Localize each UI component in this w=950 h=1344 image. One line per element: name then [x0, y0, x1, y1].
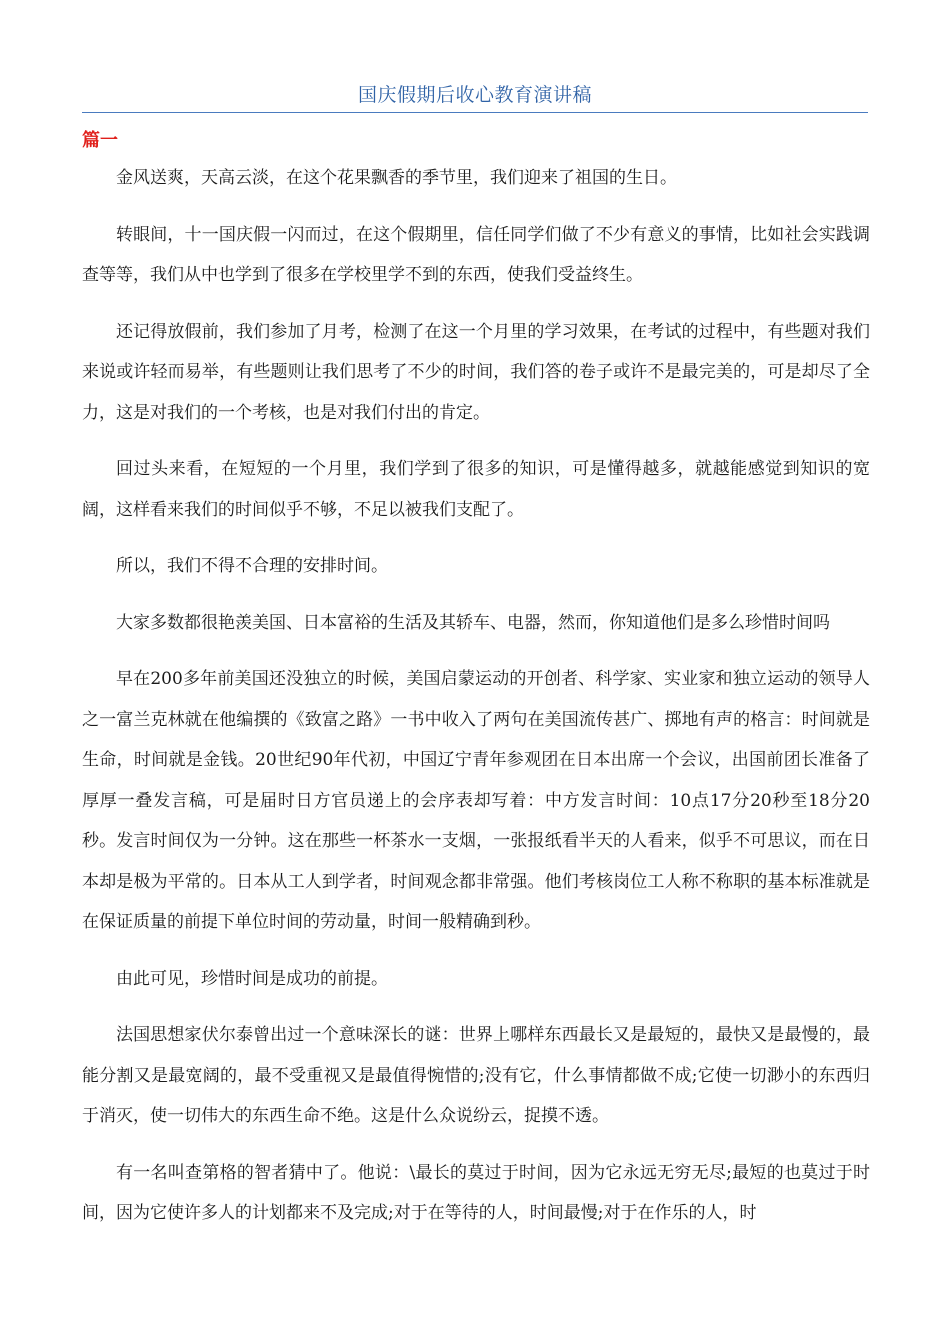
paragraph: 法国思想家伏尔泰曾出过一个意味深长的谜：世界上哪样东西最长又是最短的，最快又是最慢的，最能分割又是最宽阔的，最不受重视又是最值得惋惜的;没有它，什么事情都做不成;它使一切渺小的东西归于消灭，使一切伟大的东西生命不绝。这是什么众说纷云，捉摸不透。 [82, 1025, 870, 1126]
page-header [82, 82, 868, 113]
section-heading: 篇一 [82, 130, 118, 151]
paragraph: 回过头来看，在短短的一个月里，我们学到了很多的知识，可是懂得越多，就越能感觉到知识的宽阔，这样看来我们的时间似乎不够，不足以被我们支配了。 [82, 459, 870, 520]
paragraph: 由此可见，珍惜时间是成功的前提。 [116, 968, 388, 989]
document-title: 国庆假期后收心教育演讲稿 [357, 84, 592, 106]
paragraph: 早在200多年前美国还没独立的时候，美国启蒙运动的开创者、科学家、实业家和独立运动的领导人之一富兰克林就在他编撰的《致富之路》一书中收入了两句在美国流传甚广、掷地有声的格言：时间就是生命，时间就是金钱。20世纪90年代初，中国辽宁青年参观团在日本出席一个会议，出国前团长准备了厚厚一叠发言稿，可是届时日方官员递上的会序表却写着：中方发言时间：10点17分20秒至18分20秒。发言时间仅为一分钟。这在那些一杯茶水一支烟，一张报纸看半天的人看来，似乎不可思议，而在日本却是极为平常的。日本从工人到学者，时间观念都非常强。他们考核岗位工人称不称职的基本标准就是在保证质量的前提下单位时间的劳动量，时间一般精确到秒。 [82, 669, 870, 932]
paragraph: 所以，我们不得不合理的安排时间。 [116, 556, 388, 576]
paragraph: 金风送爽，天高云淡，在这个花果飘香的季节里，我们迎来了祖国的生日。 [116, 168, 677, 188]
body-text [82, 158, 870, 1250]
paragraph: 大家多数都很艳羡美国、日本富裕的生活及其轿车、电器，然而，你知道他们是多么珍惜时间吗 [116, 612, 830, 633]
paragraph: 有一名叫查第格的智者猜中了。他说：\最长的莫过于时间，因为它永远无穷无尽;最短的也莫过于时间，因为它使许多人的计划都来不及完成;对于在等待的人，时间最慢;对于在作乐的人，时 [82, 1162, 870, 1223]
paragraph: 还记得放假前，我们参加了月考，检测了在这一个月里的学习效果，在考试的过程中，有些题对我们来说或许轻而易举，有些题则让我们思考了不少的时间，我们答的卷子或许不是最完美的，可是却尽了全力，这是对我们的一个考核，也是对我们付出的肯定。 [82, 321, 870, 423]
paragraph: 转眼间，十一国庆假一闪而过，在这个假期里，信任同学们做了不少有意义的事情，比如社会实践调查等等，我们从中也学到了很多在学校里学不到的东西，使我们受益终生。 [82, 224, 870, 285]
